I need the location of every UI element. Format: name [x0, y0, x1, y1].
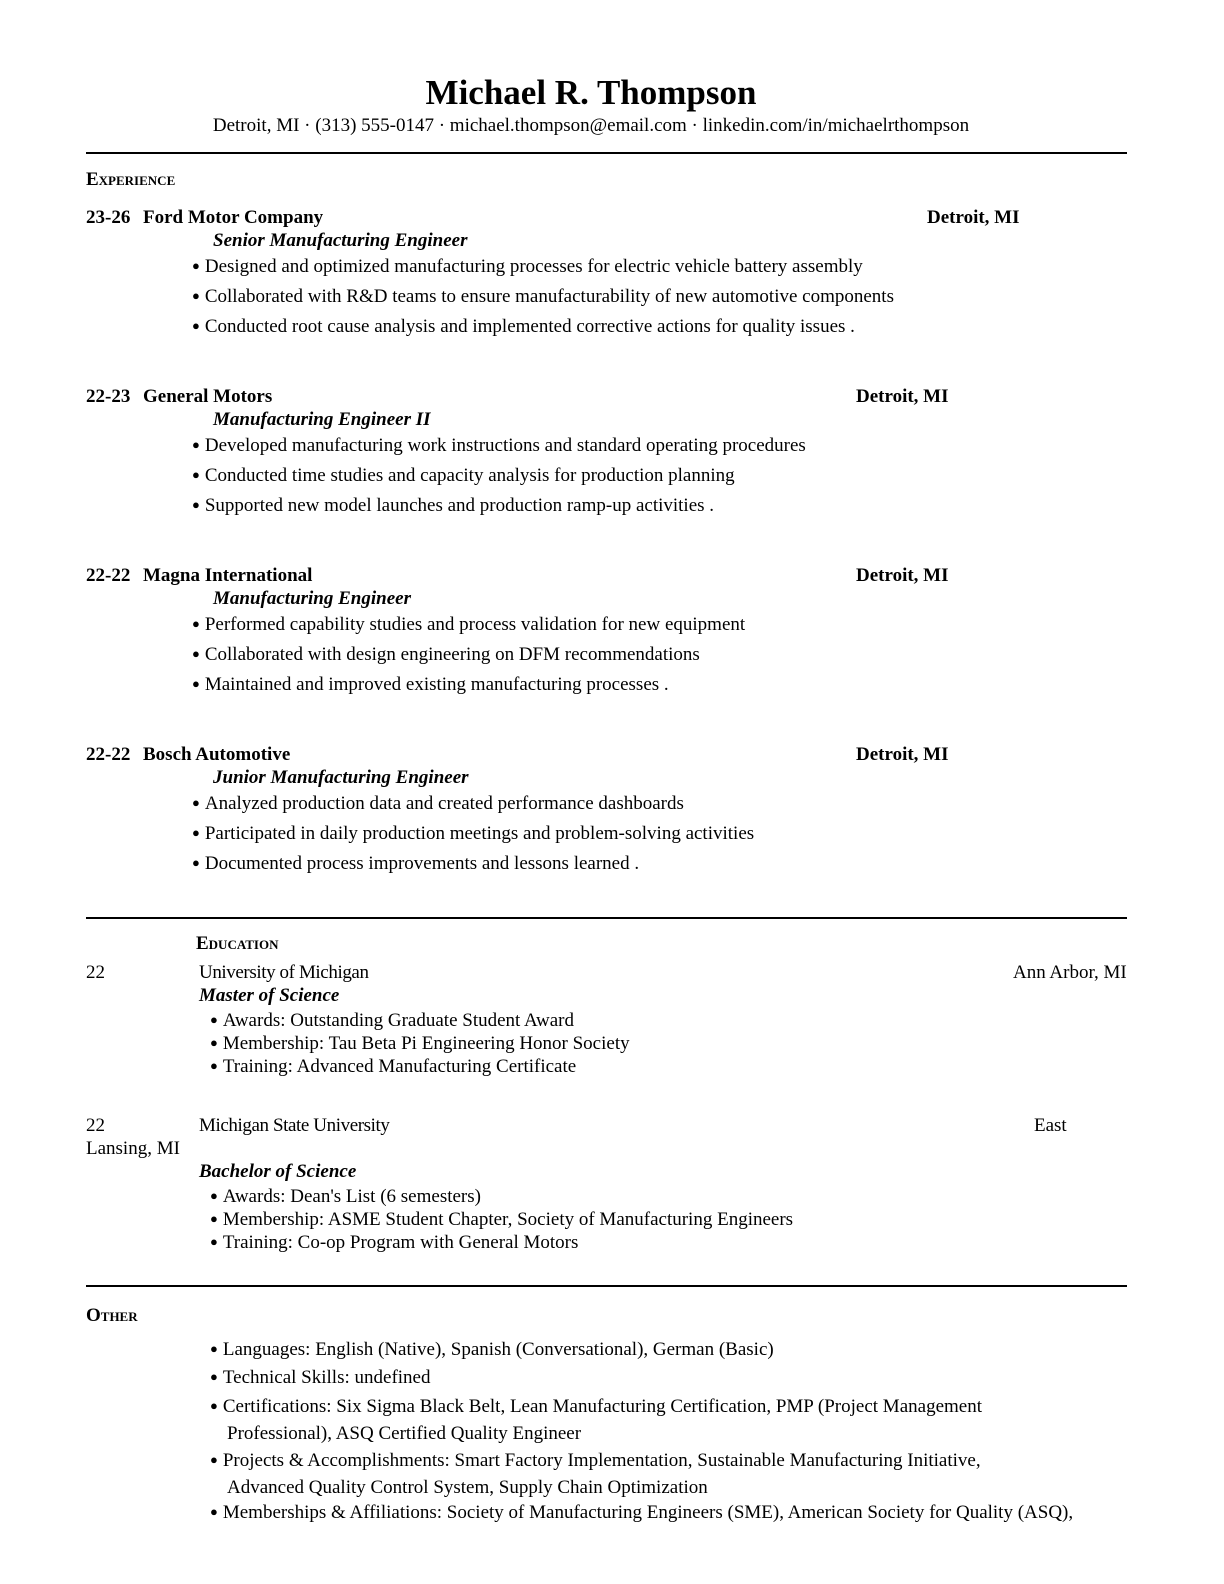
education-year: 22	[86, 1115, 105, 1136]
job-dates: 22-22	[86, 565, 131, 586]
education-location-part1: East	[1034, 1115, 1067, 1136]
job-company: Magna International	[143, 565, 313, 586]
job-location: Detroit, MI	[856, 386, 949, 407]
education-heading: Education	[196, 933, 279, 954]
job-dates: 22-22	[86, 744, 131, 765]
job-bullet: ● Supported new model launches and production ramp-up activities .	[192, 495, 714, 518]
job-bullet: ● Participated in daily production meetings and problem-solving activities	[192, 823, 754, 846]
job-dates: 23-26	[86, 207, 131, 228]
education-location: Ann Arbor, MI	[1013, 962, 1127, 983]
other-item-languages: ● Languages: English (Native), Spanish (Conversational), German (Basic)	[210, 1339, 774, 1362]
education-bullet: ● Training: Co-op Program with General Motors	[210, 1232, 578, 1255]
job-bullet: ● Designed and optimized manufacturing processes for electric vehicle battery assembly	[192, 256, 863, 279]
job-bullet: ● Conducted time studies and capacity analysis for production planning	[192, 465, 735, 488]
job-location: Detroit, MI	[927, 207, 1020, 228]
education-school: Michigan State University	[199, 1115, 390, 1136]
education-school: University of Michigan	[199, 962, 369, 983]
job-bullet: ● Developed manufacturing work instructions and standard operating procedures	[192, 435, 806, 458]
other-item-certifications-cont: Professional), ASQ Certified Quality Engineer	[227, 1423, 582, 1444]
job-bullet: ● Performed capability studies and process validation for new equipment	[192, 614, 745, 637]
job-bullet: ● Collaborated with R&D teams to ensure manufacturability of new automotive components	[192, 286, 894, 309]
job-bullet: ● Maintained and improved existing manufacturing processes .	[192, 674, 669, 697]
education-year: 22	[86, 962, 105, 983]
other-item-memberships: ● Memberships & Affiliations: Society of Manufacturing Engineers (SME), American Society for Quality (ASQ),	[210, 1502, 1073, 1525]
education-bullet: ● Membership: ASME Student Chapter, Society of Manufacturing Engineers	[210, 1209, 793, 1232]
education-degree: Master of Science	[199, 985, 340, 1006]
candidate-name: Michael R. Thompson	[425, 73, 757, 112]
education-bullet: ● Training: Advanced Manufacturing Certificate	[210, 1056, 576, 1079]
job-bullet: ● Conducted root cause analysis and implemented corrective actions for quality issues .	[192, 316, 855, 339]
other-heading: Other	[86, 1305, 138, 1326]
education-bullet: ● Awards: Outstanding Graduate Student Award	[210, 1010, 574, 1033]
job-title: Manufacturing Engineer II	[213, 409, 431, 430]
job-location: Detroit, MI	[856, 565, 949, 586]
education-degree: Bachelor of Science	[199, 1161, 357, 1182]
contact-line: Detroit, MI · (313) 555-0147 · michael.thompson@email.com · linkedin.com/in/michaelrthompson	[212, 115, 970, 136]
other-item-projects-cont: Advanced Quality Control System, Supply Chain Optimization	[227, 1477, 708, 1498]
job-bullet: ● Collaborated with design engineering on DFM recommendations	[192, 644, 700, 667]
job-location: Detroit, MI	[856, 744, 949, 765]
job-title: Junior Manufacturing Engineer	[213, 767, 469, 788]
job-bullet: ● Documented process improvements and lessons learned .	[192, 853, 639, 876]
job-bullet: ● Analyzed production data and created performance dashboards	[192, 793, 684, 816]
job-company: General Motors	[143, 386, 273, 407]
job-dates: 22-23	[86, 386, 131, 407]
other-item-technical-skills: ● Technical Skills: undefined	[210, 1367, 430, 1390]
job-company: Ford Motor Company	[143, 207, 324, 228]
header-divider	[86, 152, 1127, 154]
experience-heading: Experience	[86, 169, 176, 190]
education-bullet: ● Awards: Dean's List (6 semesters)	[210, 1186, 481, 1209]
education-bullet: ● Membership: Tau Beta Pi Engineering Honor Society	[210, 1033, 630, 1056]
other-item-certifications: ● Certifications: Six Sigma Black Belt, Lean Manufacturing Certification, PMP (Project Management	[210, 1396, 982, 1419]
other-item-projects: ● Projects & Accomplishments: Smart Factory Implementation, Sustainable Manufacturing Initiative,	[210, 1450, 981, 1473]
education-location-part2: Lansing, MI	[86, 1138, 180, 1159]
job-title: Senior Manufacturing Engineer	[213, 230, 468, 251]
education-divider	[86, 1285, 1127, 1287]
job-company: Bosch Automotive	[143, 744, 291, 765]
job-title: Manufacturing Engineer	[213, 588, 411, 609]
experience-divider	[86, 917, 1127, 919]
